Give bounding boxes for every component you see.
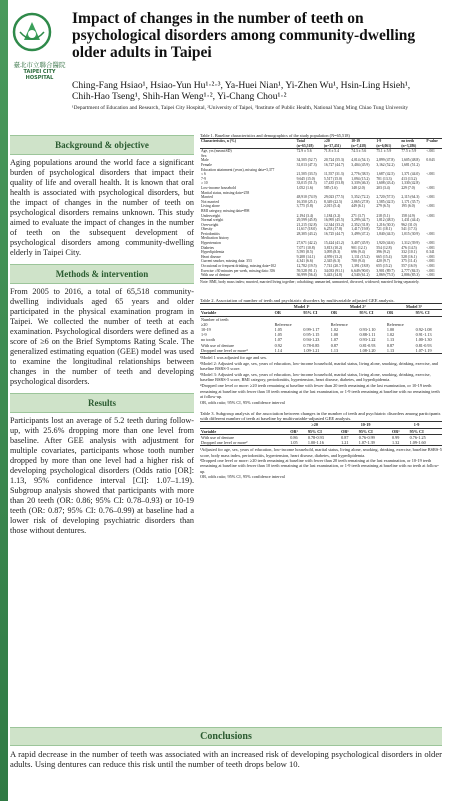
table-cell: Age, yrs (mean±SD) [201,149,232,154]
table-cell: 195 (6.0) [401,204,415,209]
table-cell: 1.14 [274,347,282,353]
logo-chinese-name: 臺北市立聯合醫院 [13,61,66,69]
table-cell: 2,345 (6.3) [323,259,341,264]
table-cell: 701 (13.3) [376,176,392,181]
table-cell: Reference [386,321,404,327]
table-cell: 0.92 [274,342,282,348]
table-cell: 2,720 (57.5) [376,195,395,200]
table-cell: 1.02 [330,327,339,333]
table-cell: 4,959 (13.2) [323,254,343,259]
table-cell: Hypertension [201,241,221,246]
table-cell: 5,517 (15.0) [323,176,343,181]
table-cell: 721 (18.1) [376,227,392,232]
table-cell: 541 (17.3) [401,227,417,232]
authors-line: Ching-Fang Hsiao¹, Hsiao-Yun Hu¹·²·³, Ya-Huei Nian¹, Yi-Zhen Wu¹, Hsin-Ling Hsieh¹, [72,80,411,91]
table-cell: 2,352 (31.8) [351,222,370,227]
table-cell: 27,671 (42.2) [296,241,317,246]
table-cell: Male [201,158,209,163]
table-cell: Medication history [201,236,229,241]
table-cell: 1.09-1.60 [409,440,426,445]
table-header: OR¹ [289,428,307,434]
table-cell: 1.07-1.19 [415,347,432,353]
table-cell: 12,782 (19.5) [296,264,317,269]
table-cell: 1,431 (44.4) [401,218,420,223]
table-cell: 3,901 (89.7) [376,268,395,273]
conclusions-text: A rapid decrease in the number of teeth was associated with an increased risk of developing psychological disorders in older adults. Using dentures can reduce this risk until the number of teeth drops below 10. [10,749,442,770]
table-cell: 1.02 [386,332,395,338]
table-cell: ≥20 [201,321,208,327]
methods-heading: Methods & intervention [10,264,194,284]
table-cell: <.001 [426,259,435,264]
table-cell: 2,115 (64.3) [401,195,420,200]
table2 [200,303,442,354]
table-header: 95% CI [302,310,329,316]
table-header: OR [386,310,415,316]
table-cell: 21,505 (33.5) [296,172,317,177]
table-cell: 1,840 (44.5) [376,231,395,236]
table-footnote: OR, odds ratio; 95% CI, 95% confidence interval [200,474,285,480]
table-cell: 2,065 (27.8) [351,199,370,204]
table-cell: 48,910 (74.9) [296,195,317,200]
table-cell: 77.5 ± 5.9 [401,149,417,154]
table-cell: 1.07-1.39 [358,440,375,445]
table-cell: 4,014 (54.1) [351,158,370,163]
table-cell: 2,194 (3.4) [296,213,313,218]
table-cell: 3,775 (5.8) [296,204,313,209]
table-cell: <.001 [426,264,435,269]
table-cell: 696 (9.4) [351,250,365,255]
table-footnote: ¹Model 1 was adjusted for age and sex. [200,355,268,361]
table-cell: 5,352 (72.2) [351,195,370,200]
table-footnote: ³Model 3: Adjusted with age, sex, years of education, low-income household, marital status, living alone, smoking, drinking, exercise, baseline BSRS-5 score, BMI category, periodontitis, hypertension, heart disease, diabetes, and hyperlipidemia. [200,371,431,383]
table-header: Variable [200,310,274,316]
table-group-header: Model 2² [330,304,386,310]
table-cell: 7,071 (10.8) [296,245,315,250]
table-cell: 17,435 (53.8) [323,181,344,186]
table-cell: 0.91-1.13 [415,332,432,338]
table-cell: 6,253 (17.8) [323,227,343,232]
table-cell: 1,605 (48.8) [401,158,420,163]
table-header: no teeth [401,139,414,143]
table-cell: 0.95-1.15 [303,332,320,338]
table-cell: 655 (15.2) [376,264,392,269]
table-cell: 218 (5.1) [376,213,390,218]
table-cell: 375 (11.4) [401,259,417,264]
table-cell: 3,162 (52.2) [376,162,395,167]
title-line: older adults in Taipei [72,44,212,61]
table-header: (n=37,451) [323,144,350,149]
table-cell: <.001 [426,241,435,246]
table-cell: 1,094 (15.2) [351,176,370,181]
table-footnote: ²Dropped one level or more: ≥20 teeth remaining at baseline with fewer than 20 teeth remaining at the last examination, or 10-19 teeth remaining at baseline with fewer than 10 teeth remaining at the last examination, or 1-9 teeth remaining at baseline with no teeth at follow-up. [200,458,440,474]
hospital-logo-icon [12,12,52,52]
table-cell: 2,015 (5.4) [323,204,341,209]
table-cell: 0.87 [330,342,339,348]
table-cell: BMI category, missing data=898 [201,208,250,213]
table-cell: 1,131 (15.2) [351,254,370,259]
table-cell: 0.88-1.11 [359,332,376,338]
table-cell: 2,777 (84.5) [401,268,420,273]
table-cell: Dropped one level or more⁴ [201,347,248,353]
table1-caption: Table 1. Baseline characteristics and demographics of the study population (N=65,518) [200,133,350,138]
table-cell: 3,404 (45.9) [351,162,370,167]
table-cell: 1,312 (39.9) [401,241,420,246]
table-cell: <.001 [426,268,435,273]
table-cell: With use of denture [201,273,231,278]
results-text: Participants lost an average of 5.2 teeth during follow-up, with 25.6% dropping more than one level from baseline. After GEE analysis with adjustment for multiple covariates, participants whose tooth number dropped by more than one level had a higher risk of developing psychological disorders (Odds ratio [OR]: 1.13, 95% confidence interval [CI]: 1.07–1.19). Subgroup analysis showed that participants with more than 20 teeth (OR: 0.86; 95% CI: 0.78–0.93) or 10-19 teeth (OR: 0.87; 95% CI: 0.76–0.99) at baseline had a lower risk of developing psychiatric disorders than those without dentures. [10,416,194,535]
table-cell: 1.08-1.20 [359,347,376,353]
table-cell: 0.93-1.22 [359,337,376,343]
table-cell: <.001 [426,254,435,259]
table-cell: Dropped one level or more² [201,440,248,445]
table-cell: 0.76-0.99 [358,434,375,440]
table-cell: <.001 [426,195,435,200]
table-cell: <.001 [426,273,435,278]
hospital-logo [12,12,67,80]
table-cell: 1.05 [290,440,298,445]
table-cell: 1,681 (51.2) [401,162,420,167]
table-cell: 420 (9.7) [376,259,390,264]
table-cell: 9,208 (14.1) [296,254,315,259]
table-cell: 1.07 [330,337,339,343]
table-cell: 1.07 [274,337,282,343]
table-header: (n=3,286) [400,144,425,149]
poster-title [72,10,432,61]
table-cell: 36,999 (56.4) [296,273,317,278]
table-cell: 148 (2.0) [351,185,365,190]
table-cell: 901 (12.1) [351,245,367,250]
table-cell: <.001 [426,204,435,209]
table-cell: 4,540 (61.2) [351,273,370,278]
affiliations: ¹Department of Education and Research, Taipei City Hospital, ²University of Taipei, ³Institute of Public Health, National Yang Ming Chiao Tung University [72,105,409,111]
table-cell: 554 (12.8) [376,245,392,250]
table-cell: 3,299 (44.7) [351,218,370,223]
table-cell: 1,812 (48.5) [376,218,395,223]
table-group-header: 1-9 [391,422,442,428]
table-row [200,273,442,278]
table-cell: 1.13 [330,347,339,353]
table-cell: 1.00-1.16 [307,440,324,445]
table-cell: 20,724 (55.3) [323,158,344,163]
table-cell: 1,216 (30.3) [376,222,395,227]
table1-note: Note: BMI, body mass index; married, married living together; cohabiting; unmarried, unmarried, divorced, widowed; married living separately. [200,279,420,284]
table-cell: Obesity [201,227,213,232]
table-cell: <.001 [426,149,435,154]
table-cell: 413 (13.2) [401,176,417,181]
table-cell: 0.87 [386,342,395,348]
table-cell: 0.94-1.23 [303,337,320,343]
table-cell: 158 (4.9) [401,213,415,218]
table-cell: 1.00 [386,327,395,333]
table-cell: 59,528 (91.1) [296,268,317,273]
table-header: 10-19 [351,139,360,143]
table-cell: 0.76-1.25 [409,434,426,440]
table3-caption: Table 3. Subgroup analysis of the association between changes in the number of teeth and psychiatric disorders among participants with different number of teeth at baseline by multivariable-adjusted GEE analysis. [200,411,441,422]
table-cell: 16,995 (45.5) [323,218,344,223]
table-cell: 11,557 (31.3) [323,172,344,177]
table-cell: 1,052 (1.6) [296,185,313,190]
table-cell: Marital status, missing data=258 [201,190,250,195]
table-cell: With use of denture [201,434,234,440]
table-cell: 557 (16.9) [401,264,417,269]
table-cell: 1,330 (42.8) [401,181,420,186]
table-cell: 0.81-0.93 [359,342,376,348]
table-cell: 700 (9.4) [351,259,365,264]
table1 [200,138,442,279]
table-cell: 2,806 (85.3) [401,273,420,278]
table-cell: Not married [201,199,219,204]
table-header: (n=7,418) [350,144,375,149]
table-header: P value [426,139,438,143]
table-cell: 2,776 (38.5) [351,172,370,177]
table-cell: 0.86 [290,434,298,440]
background-text: Aging populations around the world face a significant burden of psychological disorders that impact their quality of life and overall health. It is known that oral health is associated with psychological disorders, but the impact of changes in the number of teeth on psychological disorders remains unknown. This study aimed to evaluate the impact of changes in the number of teeth on the subsequent development of psychological disorders among community-dwelling elderly in Taipei City. [10,158,194,257]
table-cell: 8,349 (22.5) [323,199,343,204]
table-cell: ≥ 10 [201,181,208,186]
table-header: (n=65,518) [296,144,323,149]
table-header: 95% CI [358,310,385,316]
table-cell: 1,371 (44.0) [401,172,420,177]
left-column [10,135,194,536]
table-cell: 0.043 [426,158,435,163]
table-cell: 332 (10.1) [401,250,417,255]
table-cell: Sex [201,153,207,158]
table-cell: 2,899 (47.8) [376,158,395,163]
table-cell: Current smoker, missing data: 353 [201,259,252,264]
table-cell: 962 (31.0) [401,222,417,227]
table-cell: 3,095 (8.3) [323,250,341,255]
table-cell: Diabetes [201,245,214,250]
table-header: ≥20 [323,139,330,143]
table-cell: 72.9 ± 5.6 [296,149,312,154]
table-group-header: Model 3³ [386,304,442,310]
table-cell: 15,424 (41.2) [323,241,344,246]
table-cell: Female [201,162,212,167]
table-cell: <.001 [426,213,435,218]
table-cell: 29,599 (45.8) [296,218,317,223]
table-cell: 12,344 (33.2) [323,222,344,227]
table-footnote: ¹Adjusted for age, sex, years of education, low-income household, marital status, living alone, smoking, drinking, exercise, baseline BSRS-5 score, body mass index, periodontitis, hypertension, heart disease, diabetes, and hyperlipidemia. [200,447,442,458]
table-group-header: ≥20 [289,422,340,428]
table-cell: 1-9 [201,332,207,338]
table-cell: 1,608 (43.4) [376,181,395,186]
table3 [200,421,442,446]
table-header: OR¹ [340,428,358,434]
table-cell: 1.00 [330,332,339,338]
table-cell: With use of denture [201,342,234,348]
table-cell: 34,505 (52.7) [296,158,317,163]
side-color-strip [0,0,8,801]
table-header: OR¹ [391,428,409,434]
table-cell: 1.05 [274,327,282,333]
table-cell: 33,015 (51.5) [296,181,317,186]
table-header: 95% CI [358,428,391,434]
table-cell: 34,033 (91.1) [323,268,344,273]
table-cell: 229 (7.0) [401,185,415,190]
table-cell: 11,617 (18.0) [296,227,317,232]
table-header: 1-9 [376,139,382,143]
table2-caption: Table 2. Association of number of teeth and psychiatric disorders by multivariable adjusted GEE analysis. [200,298,395,304]
table-row [200,348,442,354]
table-cell: 9,645 (15.0) [296,176,315,181]
table-cell: 71.8 ± 5.4 [323,149,339,154]
table-cell: 1,417 (19.8) [351,227,370,232]
table-cell: Married [201,195,213,200]
table-cell: 449 (6.1) [351,204,365,209]
table-cell: 2,869 (75.5) [376,273,395,278]
table-cell: 1,585 (42.5) [376,199,395,204]
table-group-header: 10-19 [340,422,391,428]
table-cell: 1,391 (18.8) [351,264,370,269]
table-cell: 528 (16.1) [401,254,417,259]
table-cell: 279 (6.5) [376,204,390,209]
table-cell: 16,727 (44.7) [323,162,344,167]
table2-notes [200,355,442,405]
table-cell: 1,920 (44.6) [376,241,395,246]
table-cell: 0.78-0.93 [307,434,324,440]
table-cell: 16,725 (44.7) [323,231,344,236]
table-cell: 3,813 (10.2) [323,245,343,250]
table-cell: Living alone [201,204,220,209]
background-heading: Background & objective [10,135,194,155]
table-cell: 1.13 [386,347,395,353]
table-cell: Hyperlipidemia [201,250,225,255]
table-cell: 7-9 [201,176,206,181]
table-cell: 0.78-0.85 [303,342,320,348]
table-cell: 0.81-0.93 [415,342,432,348]
table-cell: 1.09-1.21 [303,347,320,353]
table-header: 95% CI [409,428,442,434]
table3-notes [200,447,442,479]
right-column [200,133,442,480]
table-cell: 1.05 [274,332,282,338]
table-cell: 10-19 [201,327,211,333]
table-cell: 271 (3.7) [351,213,365,218]
table-cell: 21,215 (32.8) [296,222,317,227]
table-cell: Normal weight [201,218,224,223]
table-cell: 28,305 (43.2) [296,231,317,236]
table-header: Characteristics, n (%) [201,139,236,143]
table-cell: 74.3 ± 5.6 [351,149,367,154]
table-cell: 0.99 [392,434,400,440]
table-footnote: OR, odds ratio; 95% CI, 95% confidence interval [200,399,285,405]
table-cell: 1,687 (42.5) [376,172,395,177]
title-line: Impact of changes in the number of teeth on [72,10,364,27]
table-cell: <.001 [426,231,435,236]
table-cell: 0.93-1.10 [359,327,376,333]
table-cell: 75.1 ± 5.9 [376,149,392,154]
logo-english-name: TAIPEI CITY HOSPITAL [23,69,56,81]
table-cell: Overweight [201,222,219,227]
table-cell: 476 (14.5) [401,245,417,250]
authors-line: Chih-Hao Tseng¹, Shih-Han Weng¹·², Yi-Chang Chou¹·² [72,91,287,102]
table-cell: <.001 [426,185,435,190]
table-cell: Reference [274,321,292,327]
table-cell: 6,649 (90.0) [351,268,370,273]
results-heading: Results [10,393,194,413]
table-cell: Underweight [201,213,221,218]
table-cell: no tooth [201,337,215,343]
table-cell: 3,407 (45.9) [351,241,370,246]
table-cell: 3,499 (47.2) [351,231,370,236]
conclusions-section [10,727,442,770]
table-cell: 7,741 (20.7) [323,264,343,269]
author-list [72,80,432,102]
table-row [200,440,442,446]
table-cell: ≤ 6 [201,172,206,177]
table-cell: Low-income household [201,185,236,190]
table-cell: 3,339 (46.3) [351,181,370,186]
table-cell: 0.87 [341,434,349,440]
table-cell: 5,443 (14.8) [323,273,343,278]
methods-text: From 2005 to 2016, a total of 65,518 community-dwelling individuals aged 65 years and older participated in the physical examination program in Taipei. We collected the number of teeth at each examination. Psychological disorders were defined as a score of ≥6 on the Brief Symptoms Rating Scale. The generalized estimating equation (GEE) model was used to examine the longitudinal relationships between changes in the number of teeth and developing psychological disorders. [10,287,194,386]
table-cell: 29,023 (77.5) [323,195,344,200]
table-cell: Occasional or frequent drinking, missing data=102 [201,264,276,269]
table-cell: 665 (15.4) [376,254,392,259]
conclusions-heading: Conclusions [10,727,442,746]
table-cell: 5,595 (8.5) [296,250,313,255]
table-cell: <.001 [426,172,435,177]
table-cell: 1.13 [386,337,395,343]
table-header: Total [296,139,305,143]
table-header: OR [274,310,303,316]
table-footnote: ²Model 2: Adjusted with age, sex, years of education, low-income household, marital status, living alone, smoking, drinking, exercise, and baseline BSRS-5 score. [200,360,438,372]
table-cell: 1.21 [341,440,349,445]
table-cell: Exercise ≥30 minutes per week, missing data: 356 [201,268,276,273]
table-group-header: Model 1¹ [274,304,330,310]
table-cell: <.001 [426,245,435,250]
table-cell: 16,350 (25.1) [296,199,317,204]
table-header: 95% CI [415,310,442,316]
table-cell: 31,013 (47.3) [296,162,317,167]
table-cell: Heart disease [201,254,221,259]
table-cell: 4,341 (6.6) [296,259,313,264]
table-cell: 1,184 (3.2) [323,213,341,218]
table-cell: 0.92-1.08 [415,327,432,333]
table-cell: 1.00-1.30 [415,337,432,343]
table-header: (n=6,061) [375,144,400,149]
table-header: OR [330,310,359,316]
table-cell: 1.32 [392,440,400,445]
table-footnote: ⁴Dropped one level or more: ≥20 teeth remaining at baseline with fewer than 20 teeth remaining at the last examination, or 10-19 teeth remaining at baseline with fewer than 10 teeth remaining at the last examination, or 1-9 teeth remaining at baseline with no remaining teeth at follow-up. [200,383,440,400]
table-cell: 203 (3.4) [376,185,390,190]
table-cell: 396 (9.2) [376,250,390,255]
table-cell: 1,015 (30.9) [401,231,420,236]
table-cell: 0.341 [426,250,435,255]
table-cell: 1,171 (35.7) [401,199,420,204]
table-cell: 585 (1.6) [323,185,338,190]
table-header: Variable [200,428,289,434]
title-line: psychological disorders among community-dwelling [72,27,416,44]
table-cell: 0.99-1.17 [303,327,320,333]
table-cell: Reference [330,321,348,327]
table-cell: Periodontitis [201,231,220,236]
table-cell: Education attainment (years), missing data=3,377 [201,167,275,172]
table-header: 95% CI [307,428,340,434]
table-section-label: Number of teeth [201,316,229,322]
